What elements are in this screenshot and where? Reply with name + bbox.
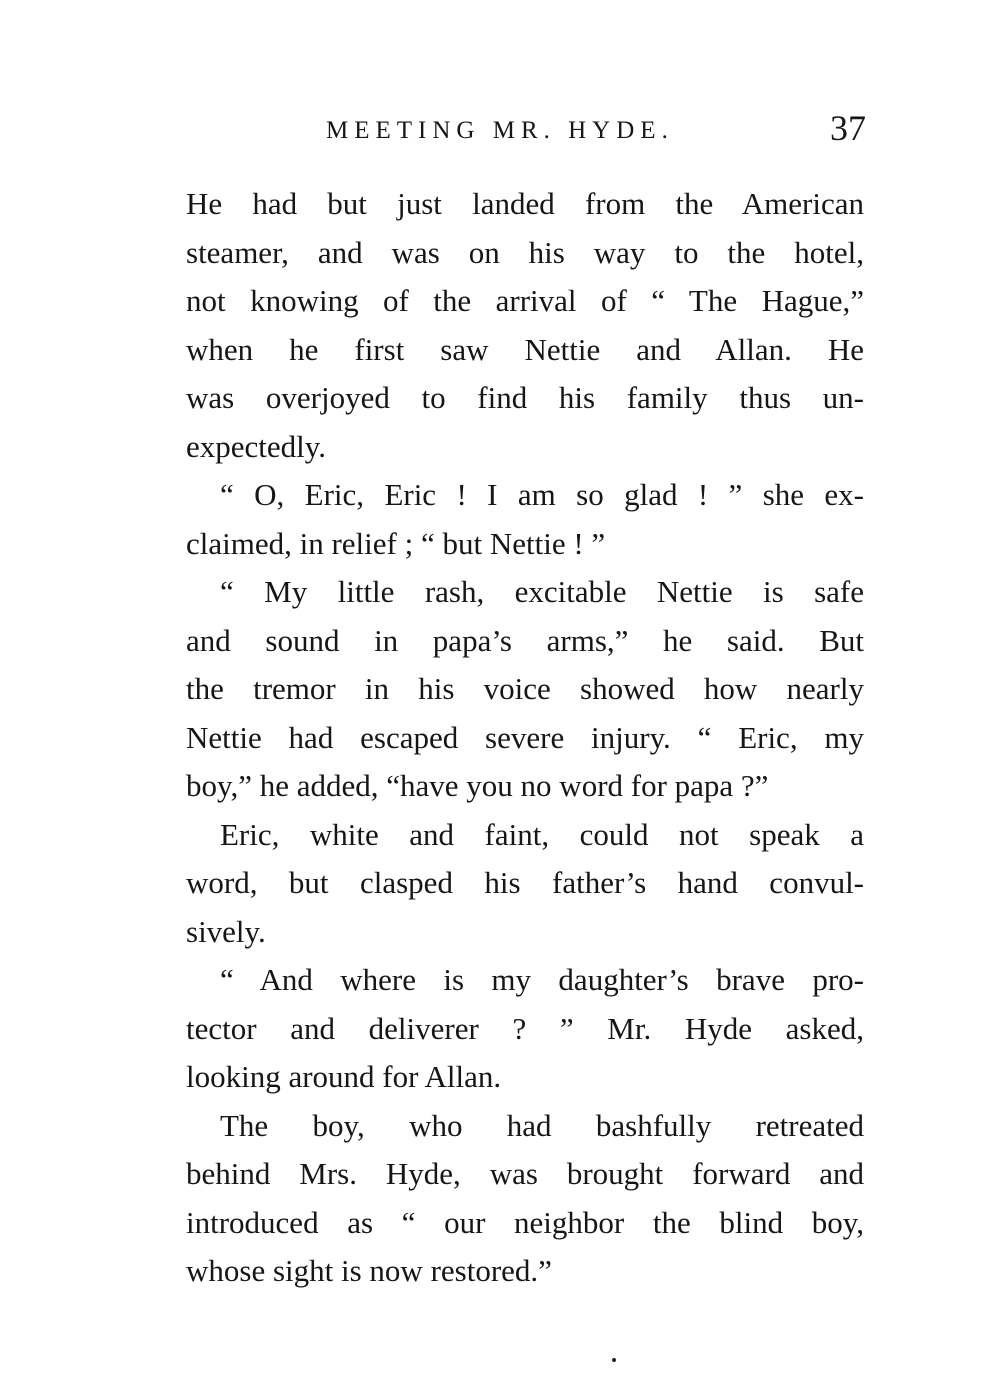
text-line: the tremor in his voice showed how nearly	[186, 671, 864, 706]
text-line: claimed, in relief ; “ but Nettie ! ”	[186, 525, 606, 561]
text-line: “ O, Eric, Eric ! I am so glad ! ” she ex-	[220, 477, 864, 512]
ink-speck	[612, 1358, 616, 1362]
text-line: steamer, and was on his way to the hotel,	[186, 234, 864, 270]
text-line: when he first saw Nettie and Allan. He	[186, 331, 864, 367]
text-line: tector and deliverer ? ” Mr. Hyde asked,	[186, 1010, 864, 1046]
text-line: boy,” he added, “have you no word for papa ?”	[186, 768, 769, 803]
text-line: “ My little rash, excitable Nettie is safe	[220, 574, 864, 609]
text-line: and sound in papa’s arms,” he said. But	[186, 622, 864, 658]
text-line: The boy, who had bashfully retreated	[220, 1107, 864, 1143]
text-line: looking around for Allan.	[186, 1059, 502, 1094]
paragraph-3	[186, 568, 864, 811]
page-number: 37	[830, 108, 866, 148]
text-line: introduced as “ our neighbor the blind boy,	[186, 1204, 864, 1240]
text-line: Nettie had escaped severe injury. “ Eric, my	[186, 719, 864, 755]
text-line: was overjoyed to find his family thus un-	[186, 380, 864, 415]
paragraph-4	[186, 811, 864, 957]
text-line: not knowing of the arrival of “ The Hague,”	[186, 283, 864, 318]
text-line: sively.	[186, 913, 266, 949]
text-line: Eric, white and faint, could not speak a	[220, 816, 864, 852]
running-head	[186, 108, 866, 152]
body-text	[186, 180, 864, 1296]
text-line: whose sight is now restored.”	[186, 1253, 552, 1288]
text-line: He had but just landed from the American	[186, 186, 864, 221]
text-line: “ And where is my daughter’s brave pro-	[220, 962, 864, 997]
paragraph-2	[186, 471, 864, 568]
text-line: behind Mrs. Hyde, was brought forward and	[186, 1156, 864, 1191]
paragraph-6	[186, 1102, 864, 1296]
running-title: MEETING MR. HYDE.	[326, 117, 674, 144]
text-line: expectedly.	[186, 428, 326, 464]
text-line: word, but clasped his father’s hand convul-	[186, 865, 864, 900]
paragraph-1	[186, 180, 864, 471]
paragraph-5	[186, 956, 864, 1102]
